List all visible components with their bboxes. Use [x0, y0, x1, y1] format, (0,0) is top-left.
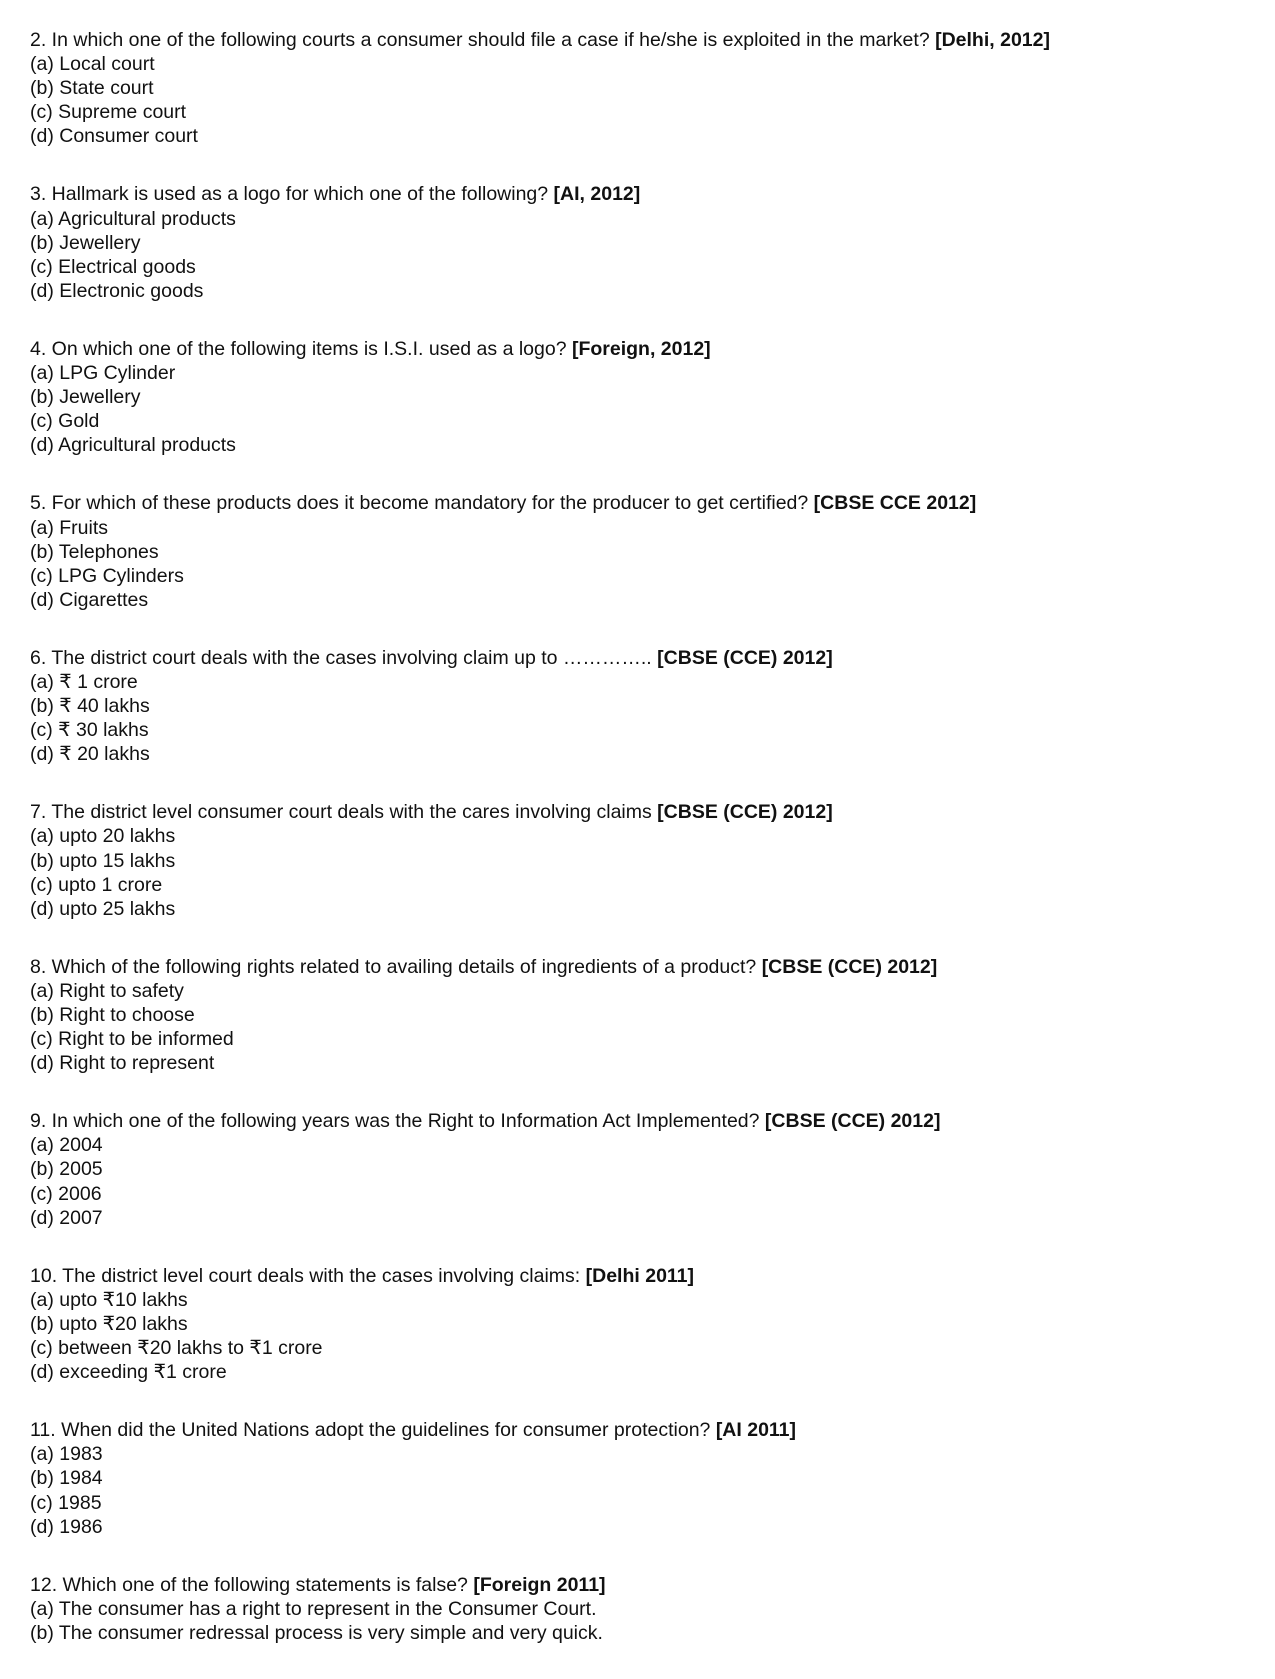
option-a: (a) 1983 [30, 1443, 103, 1466]
stem-text: 10. The district level court deals with the cases involving claims: [30, 1264, 581, 1287]
stem-text: 11. When did the United Nations adopt the guidelines for consumer protection? [30, 1419, 711, 1442]
option-d: (d) 2007 [30, 1206, 103, 1229]
option-a: (a) Right to safety [30, 979, 184, 1002]
option-a: (a) upto ₹10 lakhs [30, 1288, 188, 1311]
option-c: (c) Electrical goods [30, 255, 196, 278]
exam-source: [CBSE (CCE) 2012] [764, 1110, 941, 1133]
question-stem [30, 646, 1250, 670]
stem-text: 4. On which one of the following items is I.S.I. used as a logo? [30, 337, 567, 360]
option-b: (b) State court [30, 77, 154, 100]
question-10 [30, 1264, 1250, 1384]
exam-source: [CBSE CCE 2012] [813, 492, 977, 515]
option-c: (c) Gold [30, 410, 100, 433]
option-c: (c) 1985 [30, 1491, 102, 1514]
question-4 [30, 337, 1250, 457]
stem-text: 5. For which of these products does it become mandatory for the producer to get certified? [30, 492, 809, 515]
option-d: (d) 1986 [30, 1515, 103, 1538]
exam-source: [Delhi, 2012] [935, 29, 1050, 51]
question-2 [30, 28, 1250, 148]
question-stem [30, 491, 1250, 515]
option-d: (d) Cigarettes [30, 588, 149, 611]
option-b: (b) Jewellery [30, 386, 141, 409]
question-list [30, 28, 1250, 1679]
stem-text: 9. In which one of the following years was the Right to Information Act Implemented? [30, 1110, 760, 1133]
exam-source: [CBSE (CCE) 2012] [761, 955, 938, 978]
option-a: (a) 2004 [30, 1134, 103, 1157]
exam-source: [Foreign 2011] [473, 1573, 606, 1596]
option-d: (d) ₹ 20 lakhs [30, 743, 150, 766]
option-a: (a) ₹ 1 crore [30, 670, 138, 693]
option-b: (b) ₹ 40 lakhs [30, 695, 150, 718]
option-d: (d) Right to represent [30, 1052, 215, 1075]
exam-source: [Foreign, 2012] [571, 337, 711, 360]
option-b: (b) 2005 [30, 1158, 103, 1181]
question-stem [30, 1573, 1250, 1597]
option-d: (d) Consumer court [30, 125, 198, 148]
exam-source: [CBSE (CCE) 2012] [657, 801, 833, 824]
question-stem [30, 800, 1250, 824]
question-5 [30, 491, 1250, 611]
question-stem [30, 955, 1250, 979]
option-a: (a) LPG Cylinder [30, 362, 176, 385]
question-7 [30, 800, 1250, 920]
question-stem [30, 1418, 1250, 1442]
exam-source: [AI, 2012] [553, 183, 641, 206]
question-9 [30, 1109, 1250, 1229]
option-c: (c) 2006 [30, 1182, 102, 1205]
option-b: (b) Telephones [30, 540, 159, 563]
option-c: (c) Supreme court [30, 101, 187, 124]
question-stem [30, 182, 1250, 206]
option-b: (b) Jewellery [30, 231, 141, 254]
option-a: (a) upto 20 lakhs [30, 825, 176, 848]
option-b: (b) The consumer redressal process is very simple and very quick. [30, 1621, 603, 1644]
option-d: (d) Agricultural products [30, 434, 236, 457]
option-b: (b) upto ₹20 lakhs [30, 1312, 188, 1335]
question-stem [30, 1264, 1250, 1288]
stem-text: 12. Which one of the following statements is false? [30, 1573, 468, 1596]
option-d: (d) upto 25 lakhs [30, 897, 176, 920]
stem-text: 2. In which one of the following courts a consumer should file a case if he/she is exploited in the market? [30, 29, 930, 51]
option-b: (b) Right to choose [30, 1004, 195, 1026]
exam-source: [Delhi 2011] [585, 1264, 695, 1287]
option-a: (a) Agricultural products [30, 207, 236, 230]
question-8 [30, 955, 1250, 1075]
question-3 [30, 182, 1250, 302]
stem-text: 7. The district level consumer court deals with the cares involving claims [30, 801, 652, 824]
question-stem [30, 337, 1250, 361]
option-d: (d) Electronic goods [30, 279, 204, 302]
question-12 [30, 1573, 1250, 1645]
question-11 [30, 1418, 1250, 1538]
option-a: (a) The consumer has a right to represent in the Consumer Court. [30, 1597, 597, 1620]
option-b: (b) 1984 [30, 1467, 103, 1490]
stem-text: 8. Which of the following rights related to availing details of ingredients of a product? [30, 955, 757, 978]
stem-text: 3. Hallmark is used as a logo for which one of the following? [30, 183, 549, 206]
option-d: (d) exceeding ₹1 crore [30, 1361, 227, 1384]
option-a: (a) Local court [30, 53, 155, 76]
option-b: (b) upto 15 lakhs [30, 849, 176, 872]
option-c: (c) Right to be informed [30, 1028, 234, 1051]
option-a: (a) Fruits [30, 516, 108, 539]
question-6 [30, 646, 1250, 766]
stem-text: 6. The district court deals with the cases involving claim up to ………….. [30, 646, 652, 669]
option-c: (c) between ₹20 lakhs to ₹1 crore [30, 1337, 323, 1360]
option-c: (c) upto 1 crore [30, 873, 163, 896]
option-c: (c) ₹ 30 lakhs [30, 719, 149, 742]
question-stem [30, 28, 1250, 52]
option-c: (c) LPG Cylinders [30, 564, 184, 587]
question-stem [30, 1109, 1250, 1133]
exam-source: [CBSE (CCE) 2012] [657, 646, 833, 669]
exam-source: [AI 2011] [715, 1419, 797, 1442]
